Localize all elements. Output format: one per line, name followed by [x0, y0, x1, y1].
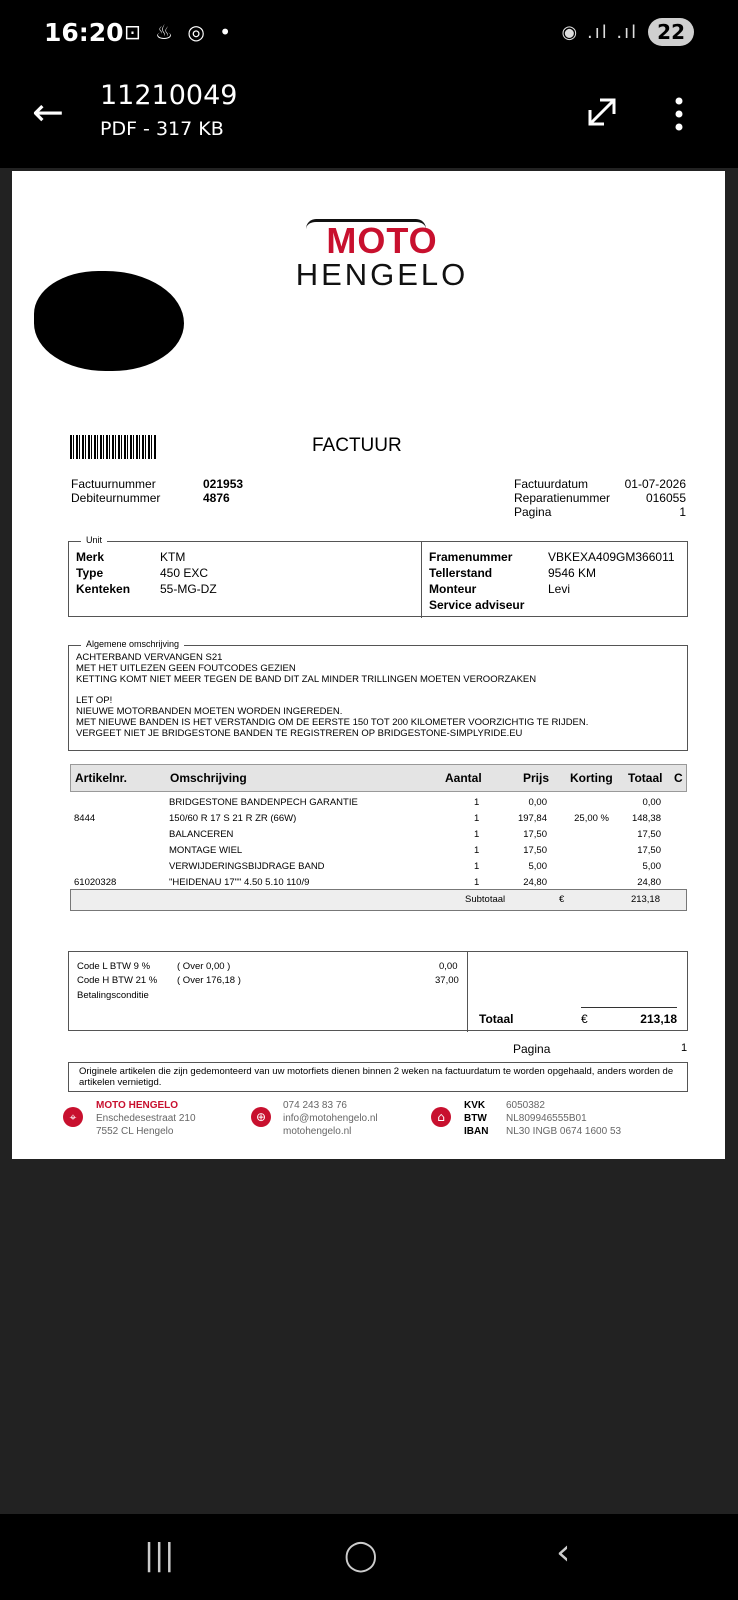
- meta-label: Factuurnummer: [71, 477, 156, 491]
- footer-phone: 074 243 83 76: [283, 1100, 347, 1111]
- handlebar-icon: [306, 219, 426, 229]
- unit-label: Tellerstand: [429, 566, 493, 580]
- cell-aantal: 1: [474, 797, 480, 808]
- page-label: Pagina: [513, 1042, 551, 1056]
- description-line: MET HET UITLEZEN GEEN FOUTCODES GEZIEN: [76, 662, 296, 674]
- cell-prijs: 24,80: [523, 877, 547, 888]
- description-line: [76, 685, 588, 696]
- footer-web: motohengelo.nl: [283, 1126, 352, 1137]
- status-bar: [0, 0, 738, 56]
- unit-label: Merk: [76, 550, 105, 564]
- frame-number: VBKEXA409GM366011: [548, 550, 675, 564]
- unit-brand: KTM: [160, 550, 186, 564]
- cell-prijs: 197,84: [517, 813, 547, 824]
- barcode: [70, 435, 156, 459]
- col-prijs: Prijs: [523, 771, 550, 785]
- redaction-blot: [96, 275, 138, 311]
- tax-amount: 0,00: [439, 961, 458, 972]
- pdf-page: [12, 171, 725, 1159]
- cell-omschrijving: VERWIJDERINGSBIJDRAGE BAND: [169, 861, 325, 872]
- page-number: 1: [679, 505, 686, 519]
- footer-company: MOTO HENGELO: [96, 1100, 179, 1111]
- notification-icons: ⊡ ♨ ◎ •: [124, 20, 236, 44]
- footer-city: 7552 CL Hengelo: [96, 1126, 174, 1137]
- cell-totaal: 24,80: [637, 877, 661, 888]
- payment-terms: Betalingsconditie: [77, 990, 149, 1001]
- expand-icon[interactable]: [582, 92, 622, 132]
- footer-bank: [506, 1099, 621, 1138]
- col-c: C: [674, 771, 683, 785]
- footer-address: [96, 1099, 196, 1138]
- cell-prijs: 0,00: [528, 797, 547, 808]
- system-nav-bar: [0, 1514, 738, 1600]
- unit-label: Framenummer: [429, 550, 513, 564]
- col-artikel: Artikelnr.: [75, 771, 128, 785]
- total-label: Totaal: [479, 1012, 514, 1026]
- company-logo: [292, 220, 472, 292]
- back-arrow-icon[interactable]: ←: [32, 90, 64, 134]
- invoice-title: FACTUUR: [312, 435, 402, 456]
- cell-totaal: 5,00: [642, 861, 661, 872]
- kvk-value: 6050382: [506, 1100, 545, 1111]
- tax-over: ( Over 0,00 ): [177, 961, 231, 972]
- unit-plate: 55-MG-DZ: [160, 582, 217, 596]
- subtotal-row: [70, 889, 687, 911]
- col-omschrijving: Omschrijving: [170, 771, 247, 785]
- cell-prijs: 17,50: [523, 845, 547, 856]
- odometer: 9546 KM: [548, 566, 597, 580]
- col-totaal: Totaal: [628, 771, 663, 785]
- unit-legend: Unit: [81, 535, 107, 545]
- cell-artikel: 61020328: [74, 877, 117, 888]
- iban-value: NL30 INGB 0674 1600 53: [506, 1126, 622, 1137]
- tax-code: Code H BTW 21 %: [77, 975, 158, 986]
- unit-box: [68, 535, 688, 617]
- cell-prijs: 17,50: [523, 829, 547, 840]
- more-options-icon[interactable]: [674, 96, 684, 132]
- cell-omschrijving: 150/60 R 17 S 21 R ZR (66W): [169, 813, 297, 824]
- footer-street: Enschedesestraat 210: [96, 1113, 196, 1124]
- location-pin-icon: ⌖: [63, 1107, 83, 1127]
- tax-code: Code L BTW 9 %: [77, 961, 151, 972]
- description-line: ACHTERBAND VERVANGEN S21: [76, 652, 223, 663]
- meta-label: Factuurdatum: [514, 477, 589, 491]
- cell-omschrijving: "HEIDENAU 17"" 4.50 5.10 110/9: [169, 877, 310, 888]
- currency-symbol: €: [559, 894, 565, 905]
- file-subtitle: PDF - 317 KB: [100, 118, 224, 140]
- status-time: 16:20: [44, 18, 124, 47]
- back-button[interactable]: ‹: [556, 1532, 571, 1573]
- tax-amount: 37,00: [435, 975, 459, 986]
- description-legend: Algemene omschrijving: [81, 639, 184, 649]
- col-korting: Korting: [570, 771, 613, 785]
- logo-hengelo: HENGELO: [295, 257, 469, 292]
- bank-icon: ⌂: [431, 1107, 451, 1127]
- cell-totaal: 0,00: [642, 797, 661, 808]
- table-row: [70, 829, 687, 845]
- btw-value: NL809946555B01: [506, 1113, 587, 1124]
- globe-icon: ⊕: [251, 1107, 271, 1127]
- btw-label: BTW: [464, 1113, 487, 1124]
- meta-label: Pagina: [514, 505, 552, 519]
- cell-totaal: 17,50: [637, 845, 661, 856]
- home-button[interactable]: ◯: [344, 1538, 378, 1573]
- footer-bank-labels: [464, 1099, 488, 1138]
- cell-omschrijving: BRIDGESTONE BANDENPECH GARANTIE: [169, 797, 358, 808]
- footer-contact: [283, 1099, 378, 1138]
- unit-label: Kenteken: [76, 582, 131, 596]
- file-title: 11210049: [100, 80, 238, 111]
- invoice-number: 021953: [203, 477, 244, 491]
- page-value: 1: [681, 1042, 688, 1054]
- total-value: 213,18: [640, 1012, 677, 1026]
- meta-label: Reparatienummer: [514, 491, 611, 505]
- cell-omschrijving: MONTAGE WIEL: [169, 845, 243, 856]
- subtotal-label: Subtotaal: [465, 894, 506, 905]
- debtor-number: 4876: [203, 491, 230, 505]
- iban-label: IBAN: [464, 1126, 489, 1137]
- battery-indicator: 22: [648, 18, 694, 46]
- cell-omschrijving: BALANCEREN: [169, 829, 234, 840]
- unit-type: 450 EXC: [160, 566, 209, 580]
- repair-number: 016055: [645, 491, 686, 505]
- unit-label: Monteur: [429, 582, 477, 596]
- footer-email: info@motohengelo.nl: [283, 1113, 378, 1124]
- subtotal-value: 213,18: [630, 894, 660, 905]
- invoice-date: 01-07-2026: [624, 477, 686, 491]
- description-line: VERGEET NIET JE BRIDGESTONE BANDEN TE REGISTREREN OP BRIDGESTONE-SIMPLYRIDE.EU: [76, 727, 523, 739]
- invoice-meta-left: [71, 477, 243, 505]
- tax-over: ( Over 176,18 ): [177, 975, 241, 986]
- description-text: [76, 653, 588, 739]
- table-header: [70, 764, 687, 792]
- col-aantal: Aantal: [445, 771, 482, 785]
- recents-button[interactable]: |||: [144, 1538, 175, 1573]
- cell-aantal: 1: [474, 813, 480, 824]
- table-row: [70, 813, 687, 829]
- pdf-viewer[interactable]: [0, 168, 738, 1514]
- logo-moto: MOTO: [326, 220, 438, 261]
- description-line: KETTING KOMT NIET MEER TEGEN DE BAND DIT ZAL MINDER TRILLINGEN MOETEN VEROORZAKEN: [76, 673, 537, 685]
- invoice-meta-right: [514, 477, 686, 519]
- description-line: NIEUWE MOTORBANDEN MOETEN WORDEN INGEREDEN.: [76, 705, 343, 717]
- signal-icon: ◉ .ıl .ıl: [561, 21, 639, 43]
- cell-artikel: 8444: [74, 813, 96, 824]
- totals-box: [68, 951, 688, 1031]
- description-line: LET OP!: [76, 695, 113, 707]
- kvk-label: KVK: [464, 1100, 486, 1111]
- description-line: MET NIEUWE BANDEN IS HET VERSTANDIG OM DE EERSTE 150 TOT 200 KILOMETER VOORZICHTIG TE RIJDEN.: [76, 716, 589, 728]
- unit-label: Service adviseur: [429, 598, 525, 612]
- table-row: [70, 845, 687, 861]
- meta-label: Debiteurnummer: [71, 491, 161, 505]
- mechanic: Levi: [548, 582, 571, 596]
- disclaimer-note: Originele artikelen die zijn gedemonteerd van uw motorfiets dienen binnen 2 weken na factuurdatum te worden opgehaald, anders worden de artikelen vernietigd.: [68, 1062, 688, 1092]
- table-row: [70, 797, 687, 813]
- cell-totaal: 148,38: [631, 813, 661, 824]
- app-bar: [0, 56, 738, 168]
- unit-label: Type: [76, 566, 104, 580]
- cell-korting: 25,00 %: [574, 813, 609, 824]
- cell-totaal: 17,50: [637, 829, 661, 840]
- table-row: [70, 861, 687, 877]
- cell-aantal: 1: [474, 861, 480, 872]
- cell-aantal: 1: [474, 829, 480, 840]
- cell-aantal: 1: [474, 877, 480, 888]
- cell-prijs: 5,00: [528, 861, 547, 872]
- service-advisor: [548, 598, 675, 614]
- currency-symbol: €: [581, 1012, 588, 1026]
- cell-aantal: 1: [474, 845, 480, 856]
